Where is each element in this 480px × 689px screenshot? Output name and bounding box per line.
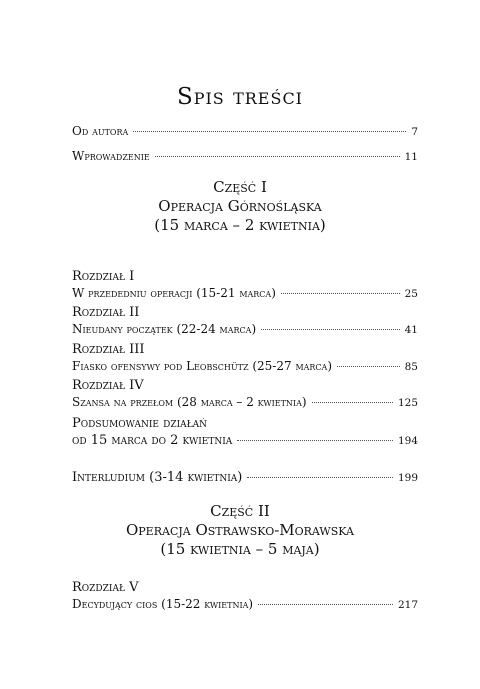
toc-entry-chapter-4[interactable]: [72, 395, 418, 411]
toc-page-number: 25: [404, 288, 418, 300]
toc-entry-label: Decydujący cios (15-22 kwietnia): [72, 597, 254, 611]
part-1-dates: (15 marca – 2 kwietnia): [154, 216, 326, 234]
toc-entry-label: Interludium (3-14 kwietnia): [72, 470, 243, 485]
dot-leader: [261, 329, 400, 330]
toc-page-number: 7: [411, 126, 418, 138]
toc-page-number: 199: [397, 472, 418, 484]
toc-page-number: 125: [397, 397, 418, 409]
summary-heading: Podsumowanie działań: [72, 416, 208, 431]
page-title: Spis treści: [176, 84, 304, 110]
toc-entry-wprowadzenie[interactable]: [72, 149, 418, 165]
toc-entry-label: Fiasko ofensywy pod Leobschütz (25-27 marca): [72, 359, 333, 373]
toc-entry-summary[interactable]: [72, 433, 418, 449]
chapter-4-heading: Rozdział IV: [72, 378, 144, 393]
dot-leader: [237, 440, 393, 441]
chapter-1-heading: Rozdział I: [72, 269, 135, 284]
part-2-subtitle: Operacja Ostrawsko-Morawska: [125, 521, 354, 539]
toc-entry-chapter-2[interactable]: [72, 322, 418, 338]
part-2-dates: (15 kwietnia – 5 maja): [160, 540, 320, 558]
toc-entry-chapter-1[interactable]: [72, 286, 418, 302]
toc-entry-label: od 15 marca do 2 kwietnia: [72, 433, 233, 448]
part-2-title: Część II: [210, 502, 270, 520]
toc-entry-label: Szansa na przełom (28 marca – 2 kwietnia): [72, 395, 307, 409]
toc-entry-label: W przededniu operacji (15-21 marca): [72, 286, 276, 300]
toc-page-number: 217: [397, 599, 418, 611]
dot-leader: [155, 156, 400, 157]
dot-leader: [258, 604, 393, 605]
toc-entry-od-autora[interactable]: [72, 124, 418, 140]
toc-entry-chapter-5[interactable]: [72, 597, 418, 613]
toc-page-number: 85: [404, 361, 418, 373]
dot-leader: [247, 477, 393, 478]
toc-entry-chapter-3[interactable]: [72, 359, 418, 375]
chapter-2-heading: Rozdział II: [72, 305, 140, 320]
dot-leader: [281, 293, 400, 294]
part-1-title: Część I: [213, 178, 267, 196]
dot-leader: [337, 366, 400, 367]
chapter-3-heading: Rozdział III: [72, 342, 145, 357]
toc-entry-label: Od autora: [72, 124, 129, 138]
toc-entry-label: Nieudany początek (22-24 marca): [72, 322, 257, 336]
toc-entry-interludium[interactable]: [72, 470, 418, 486]
part-1-subtitle: Operacja Górnośląska: [158, 197, 322, 215]
toc-page-number: 11: [404, 151, 418, 163]
toc-page-number: 194: [397, 435, 418, 447]
chapter-5-heading: Rozdział V: [72, 580, 139, 595]
toc-page-number: 41: [404, 324, 418, 336]
dot-leader: [133, 131, 406, 132]
dot-leader: [312, 402, 393, 403]
toc-entry-label: Wprowadzenie: [72, 149, 150, 163]
